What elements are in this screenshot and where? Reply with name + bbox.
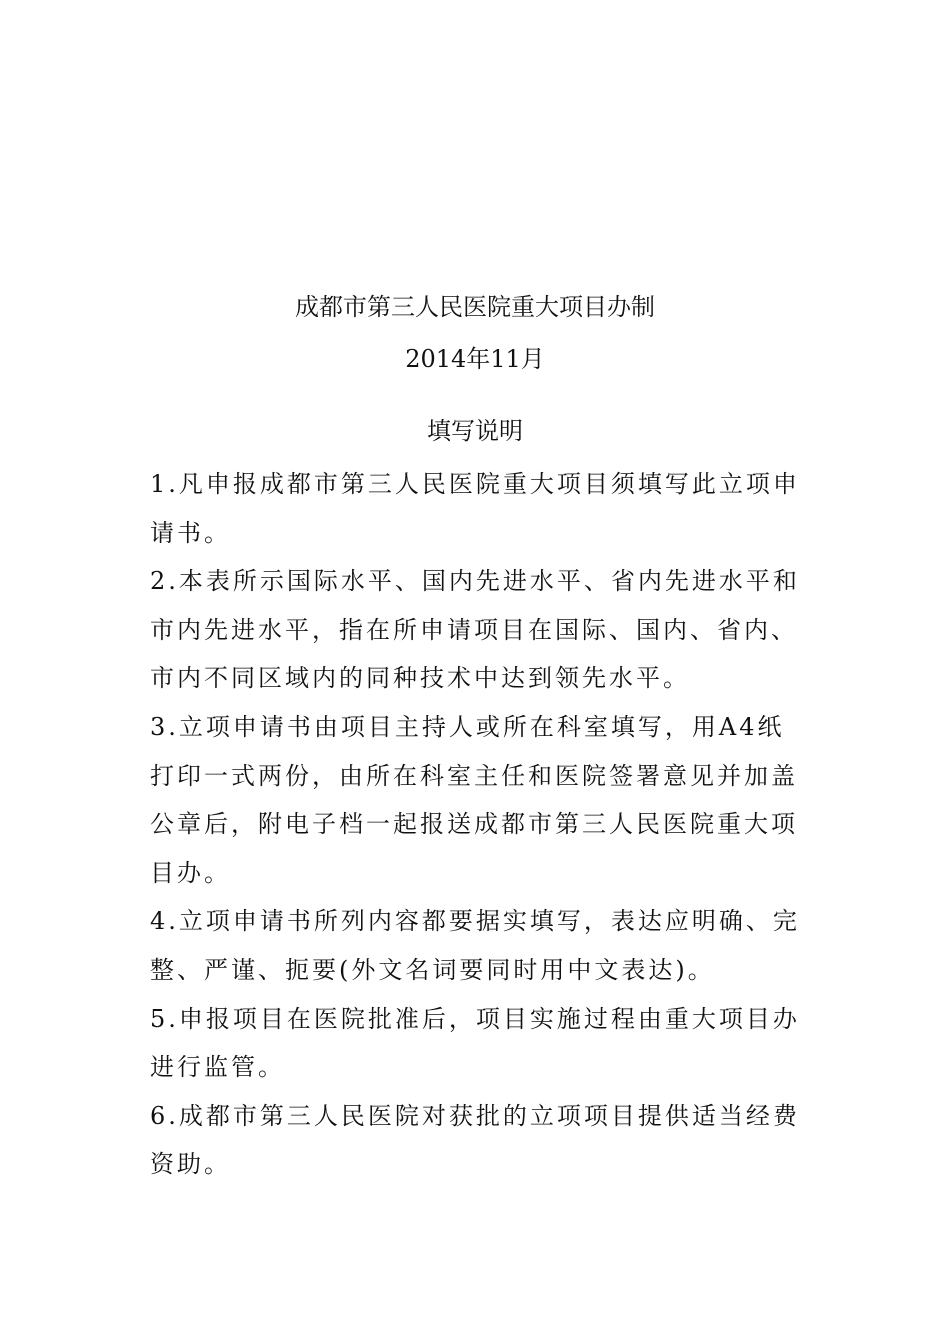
instruction-item-1: 1.凡申报成都市第三人民医院重大项目须填写此立项申请书。 [150, 470, 800, 547]
instruction-item-3: 3.立项申请书由项目主持人或所在科室填写，用A4纸打印一式两份，由所在科室主任和医院签署意见并加盖公章后，附电子档一起报送成都市第三人民医院重大项目办。 [150, 712, 798, 887]
instructions-heading: 填写说明 [427, 417, 523, 445]
organization-line: 成都市第三人民医院重大项目办制 [295, 293, 655, 321]
instructions-list [150, 460, 810, 1189]
instruction-item-4: 4.立项申请书所列内容都要据实填写，表达应明确、完整、严谨、扼要(外文名词要同时用中文表达)。 [150, 907, 800, 984]
instruction-item-5: 5.申报项目在医院批准后，项目实施过程由重大项目办进行监管。 [150, 1004, 800, 1082]
date-line: 2014年11月 [405, 345, 545, 373]
instruction-item-2: 2.本表所示国际水平、国内先进水平、省内先进水平和市内先进水平，指在所申请项目在国际、国内、省内、市内不同区域内的同种技术中达到领先水平。 [150, 567, 800, 693]
instruction-item-6: 6.成都市第三人民医院对获批的立项项目提供适当经费资助。 [150, 1101, 800, 1179]
